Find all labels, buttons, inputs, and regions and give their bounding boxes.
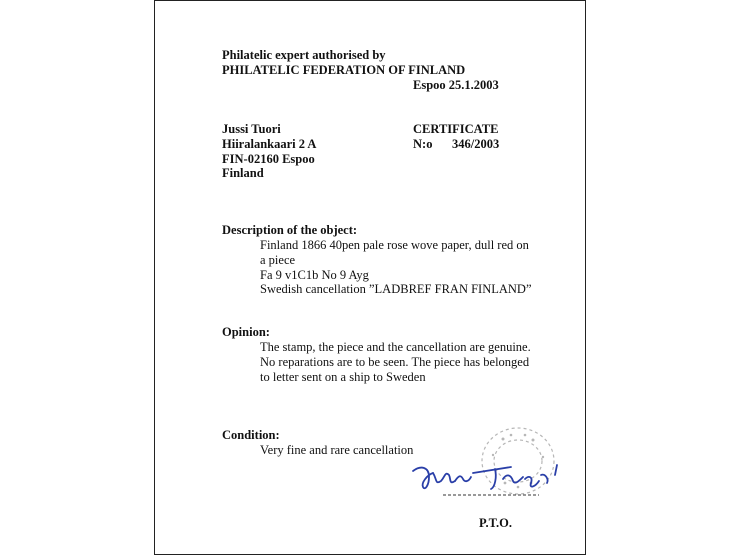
opinion-line: No reparations are to be seen. The piece has belonged [260, 355, 530, 369]
certificate-number: 346/2003 [452, 137, 500, 151]
certificate-page [154, 0, 586, 555]
place-date: Espoo 25.1.2003 [413, 78, 499, 92]
expert-country: Finland [222, 166, 264, 180]
description-line: Finland 1866 40pen pale rose wove paper, dull red on [260, 238, 529, 252]
certificate-number-label: N:o [413, 137, 433, 151]
expert-signature [407, 457, 575, 505]
description-line: Fa 9 v1C1b No 9 Ayg [260, 268, 369, 282]
condition-line: Very fine and rare cancellation [260, 443, 414, 457]
opinion-line: to letter sent on a ship to Sweden [260, 370, 426, 384]
expert-name: Jussi Tuori [222, 122, 281, 136]
description-line: Swedish cancellation ”LADBREF FRAN FINLAND” [260, 282, 532, 296]
opinion-line: The stamp, the piece and the cancellation are genuine. [260, 340, 531, 354]
authorised-by-line: Philatelic expert authorised by [222, 48, 386, 62]
condition-heading: Condition: [222, 428, 280, 442]
certificate-title: CERTIFICATE [413, 122, 499, 136]
description-line: a piece [260, 253, 296, 267]
federation-name: PHILATELIC FEDERATION OF FINLAND [222, 63, 466, 77]
expert-street: Hiiralankaari 2 A [222, 137, 317, 151]
opinion-heading: Opinion: [222, 325, 270, 339]
expert-postal: FIN-02160 Espoo [222, 152, 315, 166]
please-turn-over: P.T.O. [479, 516, 512, 530]
description-heading: Description of the object: [222, 223, 358, 237]
